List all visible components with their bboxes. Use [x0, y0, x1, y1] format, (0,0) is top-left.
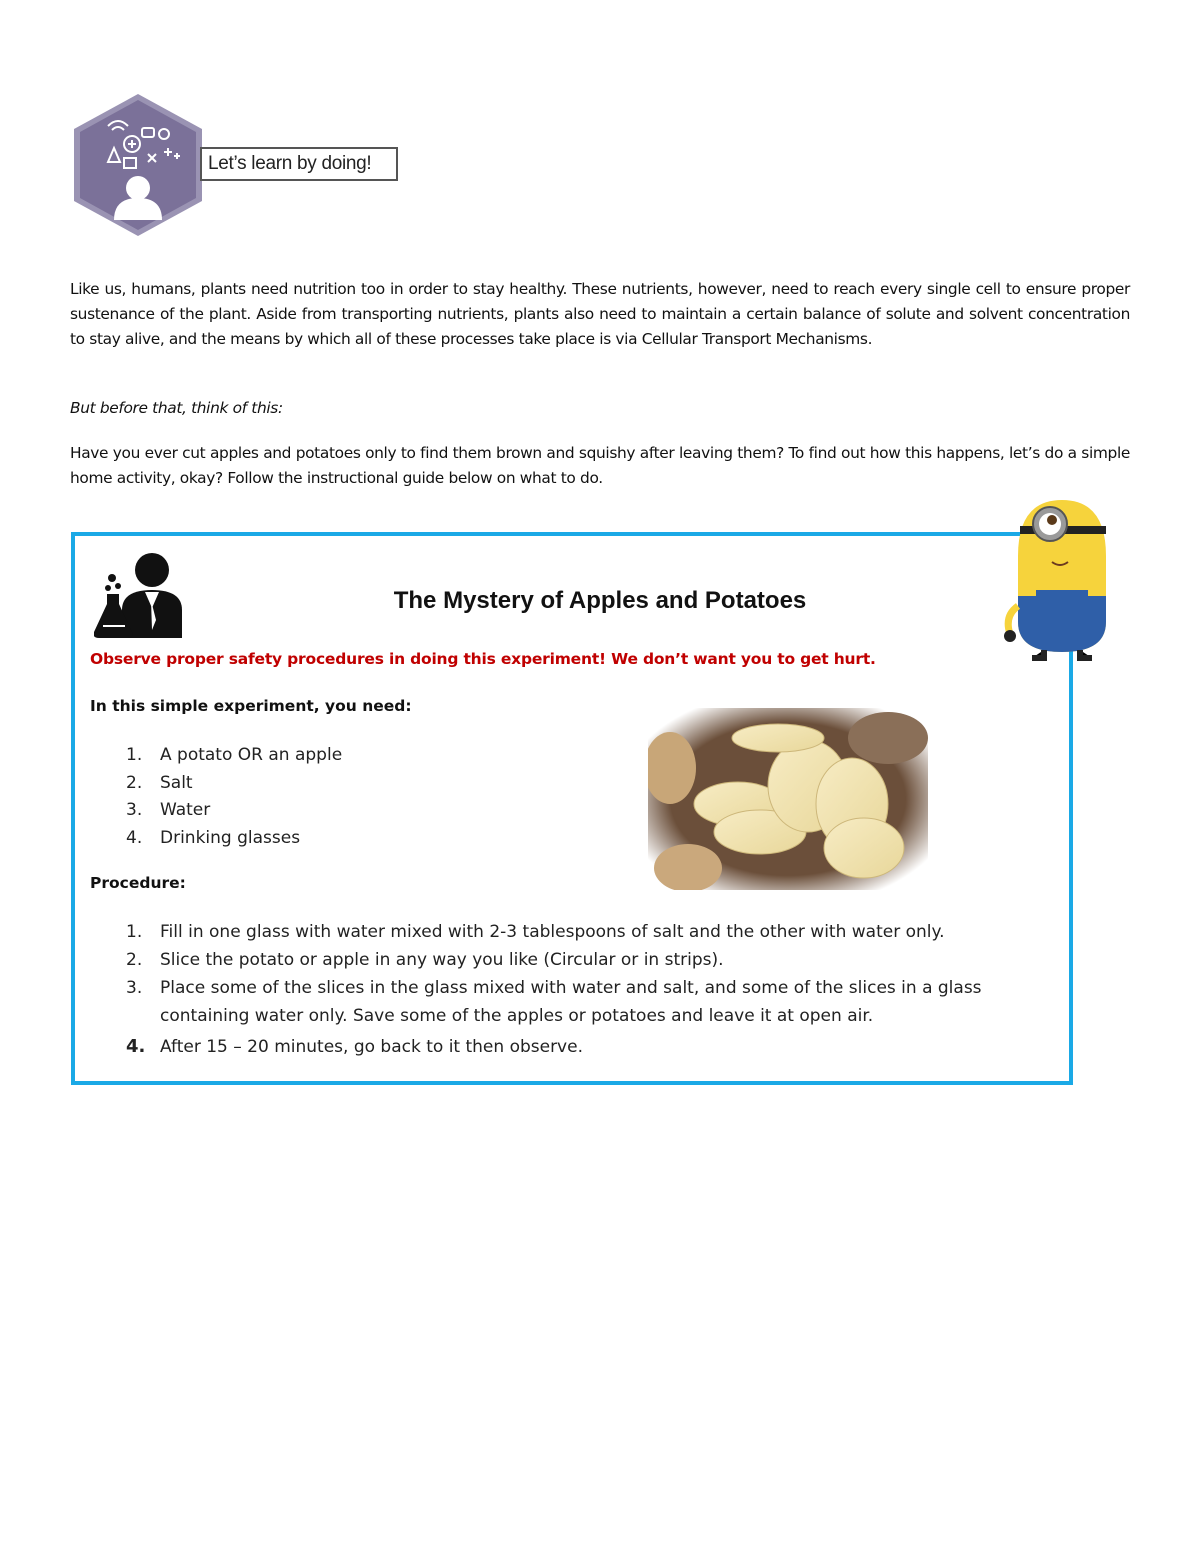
learn-by-doing-label: Let’s learn by doing!: [200, 147, 398, 181]
learn-by-doing-hexagon-icon: [68, 92, 208, 238]
activity-intro-paragraph: Have you ever cut apples and potatoes only to find them brown and squishy after leaving them? To find out how this happens, let’s do a simple home activity, okay? Follow the instructional guide below on what to do.: [70, 444, 1130, 487]
materials-heading: In this simple experiment, you need:: [90, 697, 412, 715]
safety-warning: Observe proper safety procedures in doing this experiment! We don’t want you to get hurt.: [90, 650, 876, 668]
procedure-list: [90, 918, 1040, 1061]
activity-title: The Mystery of Apples and Potatoes: [393, 587, 807, 614]
list-item: 1. Fill in one glass with water mixed with 2-3 tablespoons of salt and the other with water only.: [126, 922, 945, 942]
list-item: 4. After 15 – 20 minutes, go back to it then observe.: [126, 1036, 583, 1057]
list-item: 4. Drinking glasses: [126, 827, 301, 848]
sliced-potatoes-photo: [648, 708, 928, 890]
materials-list: [90, 742, 342, 852]
minion-mascot-image: [1000, 496, 1108, 662]
list-item: 3. Place some of the slices in the glass mixed with water and salt, and some of the slices in a glass containing water only. Save some of the apples or potatoes and leave it at open air.: [126, 978, 982, 1026]
scientist-with-flask-icon: [94, 548, 190, 640]
procedure-heading: Procedure:: [90, 874, 186, 892]
think-prompt: But before that, think of this:: [70, 399, 283, 417]
list-item: 2. Slice the potato or apple in any way you like (Circular or in strips).: [126, 950, 724, 970]
intro-paragraph: Like us, humans, plants need nutrition too in order to stay healthy. These nutrients, however, need to reach every single cell to ensure proper sustenance of the plant. Aside from transporting nutrients, plants also need to maintain a certain balance of solute and solvent concentration to stay alive, and the means by which all of these processes take place is via Cellular Transport Mechanisms.: [70, 280, 1130, 348]
list-item: 1. A potato OR an apple: [126, 745, 343, 765]
list-item: 3. Water: [126, 800, 211, 820]
list-item: 2. Salt: [126, 772, 193, 793]
